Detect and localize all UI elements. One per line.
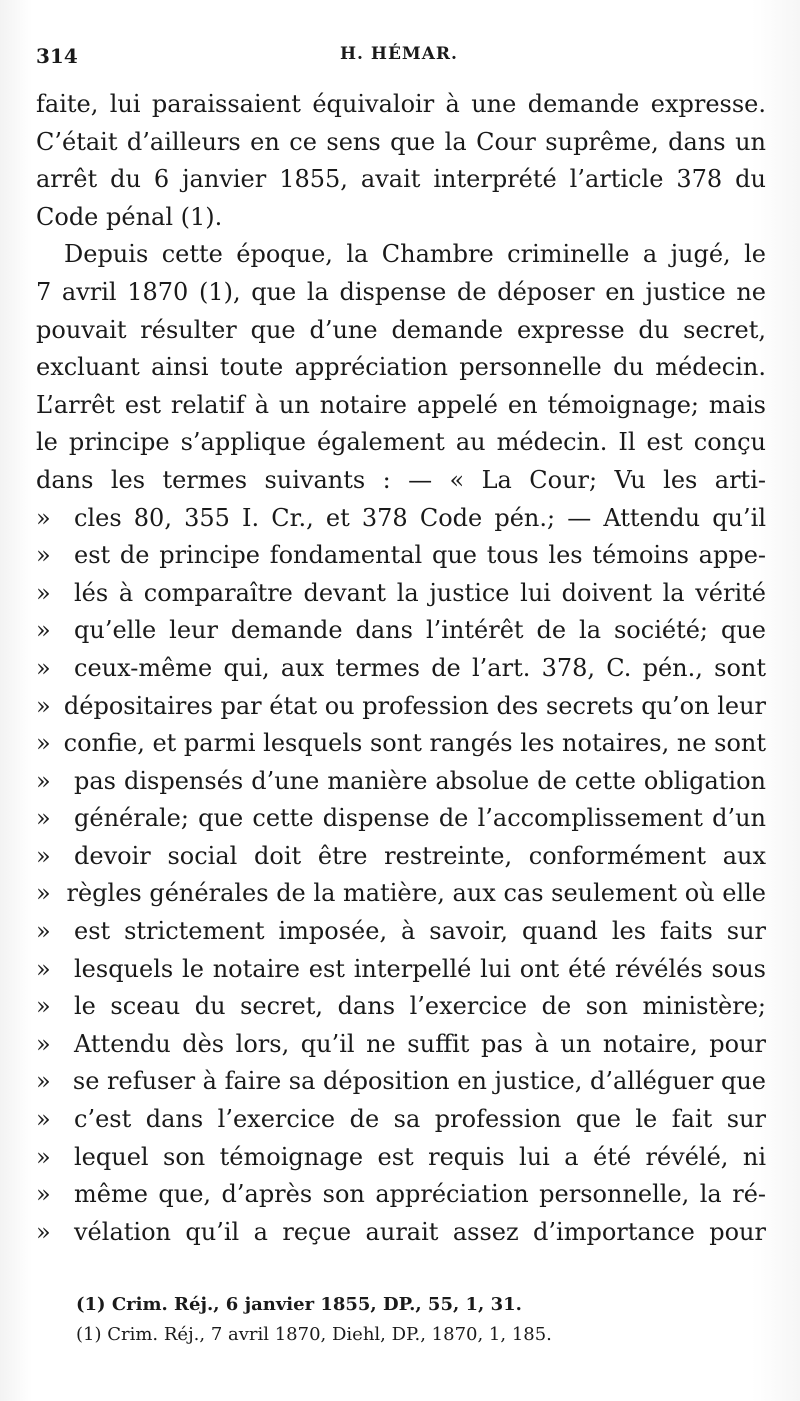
quote-line [36, 988, 766, 1026]
quote-mark: » [36, 691, 51, 720]
quote-mark: » [36, 954, 51, 983]
quote-text: c’est dans l’exercice de sa profession que le fait sur [74, 1105, 766, 1134]
quote-text: est de principe fondamental que tous les témoins appe- [74, 541, 766, 570]
quote-text: règles générales de la matière, aux cas seulement où elle [66, 879, 766, 908]
quote-line [36, 951, 766, 989]
quote-mark: » [36, 503, 51, 532]
text-line: C’était d’ailleurs en ce sens que la Cour suprême, dans un [36, 127, 766, 156]
quote-text: se refuser à faire sa déposition en justice, d’alléguer que [72, 1067, 766, 1096]
quote-text: lesquels le notaire est interpellé lui ont été révélés sous [74, 954, 766, 983]
quote-text: Attendu dès lors, qu’il ne suffit pas à un notaire, pour [74, 1029, 766, 1058]
quote-text: lequel son témoignage est requis lui a été révélé, ni [74, 1142, 766, 1171]
text-line: Code pénal (1). [36, 202, 223, 231]
quote-text: est strictement imposée, à savoir, quand les faits sur [74, 917, 766, 946]
quote-line [36, 763, 766, 801]
body-text [36, 86, 766, 1251]
quote-mark: » [36, 804, 51, 833]
quote-line [36, 650, 766, 688]
quote-line [36, 875, 766, 913]
footnote: (1) Crim. Réj., 6 janvier 1855, DP., 55, 1, 31. [76, 1294, 522, 1315]
quote-mark: » [36, 616, 51, 645]
running-head: H. HÉMAR. [340, 44, 458, 64]
quote-mark: » [36, 1180, 51, 1209]
text-line: arrêt du 6 janvier 1855, avait interprété l’article 378 du [36, 165, 766, 194]
text-line: pouvait résulter que d’une demande expresse du secret, [36, 315, 766, 344]
quote-mark: » [36, 841, 51, 870]
quote-text: générale; que cette dispense de l’accomplissement d’un [74, 804, 766, 833]
text-line: le principe s’applique également au médecin. Il est conçu [36, 428, 766, 457]
quote-mark: » [36, 1029, 51, 1058]
quote-line [36, 1063, 766, 1101]
quote-line [36, 688, 766, 726]
quote-line [36, 537, 766, 575]
quote-mark: » [36, 766, 51, 795]
quote-mark: » [36, 578, 51, 607]
quote-text: vélation qu’il a reçue aurait assez d’importance pour [74, 1217, 766, 1246]
quote-line [36, 1101, 766, 1139]
quote-line [36, 913, 766, 951]
quote-text: dépositaires par état ou profession des secrets qu’on leur [63, 691, 766, 720]
quote-mark: » [36, 1067, 51, 1096]
quote-line [36, 1176, 766, 1214]
quote-mark: » [36, 1217, 51, 1246]
quote-mark: » [36, 729, 51, 758]
quote-mark: » [36, 653, 51, 682]
quote-text: lés à comparaître devant la justice lui doivent la vérité [74, 578, 766, 607]
text-line: L’arrêt est relatif à un notaire appelé en témoignage; mais [36, 390, 766, 419]
quote-line [36, 575, 766, 613]
quote-line [36, 725, 766, 763]
quote-mark: » [36, 541, 51, 570]
quote-text: cles 80, 355 I. Cr., et 378 Code pén.; — Attendu qu’il [74, 503, 766, 532]
quote-text: devoir social doit être restreinte, conformément aux [74, 841, 766, 870]
page-header [36, 44, 764, 78]
quote-line [36, 1026, 766, 1064]
quote-text: le sceau du secret, dans l’exercice de son ministère; [74, 992, 766, 1021]
quote-text: même que, d’après son appréciation personnelle, la ré- [74, 1180, 766, 1209]
text-line: faite, lui paraissaient équivaloir à une demande expresse. [36, 90, 766, 118]
quote-line [36, 612, 766, 650]
quote-text: pas dispensés d’une manière absolue de cette obligation [74, 766, 766, 795]
page-number: 314 [36, 44, 78, 68]
quote-line [36, 1139, 766, 1177]
quote-text: qu’elle leur demande dans l’intérêt de la société; que [74, 616, 766, 645]
quote-mark: » [36, 992, 51, 1021]
quote-line [36, 800, 766, 838]
text-line: 7 avril 1870 (1), que la dispense de déposer en justice ne [36, 277, 766, 306]
quote-text: confie, et parmi lesquels sont rangés les notaires, ne sont [63, 729, 766, 758]
quote-text: ceux-même qui, aux termes de l’art. 378, C. pén., sont [74, 653, 766, 682]
text-line: excluant ainsi toute appréciation personnelle du médecin. [36, 353, 766, 382]
quote-mark: » [36, 879, 51, 908]
quote-mark: » [36, 917, 51, 946]
quote-mark: » [36, 1142, 51, 1171]
quote-mark: » [36, 1105, 51, 1134]
footnote: (1) Crim. Réj., 7 avril 1870, Diehl, DP., 1870, 1, 185. [76, 1324, 552, 1345]
quote-line [36, 838, 766, 876]
text-line: Depuis cette époque, la Chambre criminelle a jugé, le [64, 240, 766, 269]
quote-line [36, 500, 766, 538]
footnotes [76, 1290, 676, 1350]
text-line: dans les termes suivants : — « La Cour; Vu les arti- [36, 465, 766, 494]
quote-line [36, 1214, 766, 1252]
